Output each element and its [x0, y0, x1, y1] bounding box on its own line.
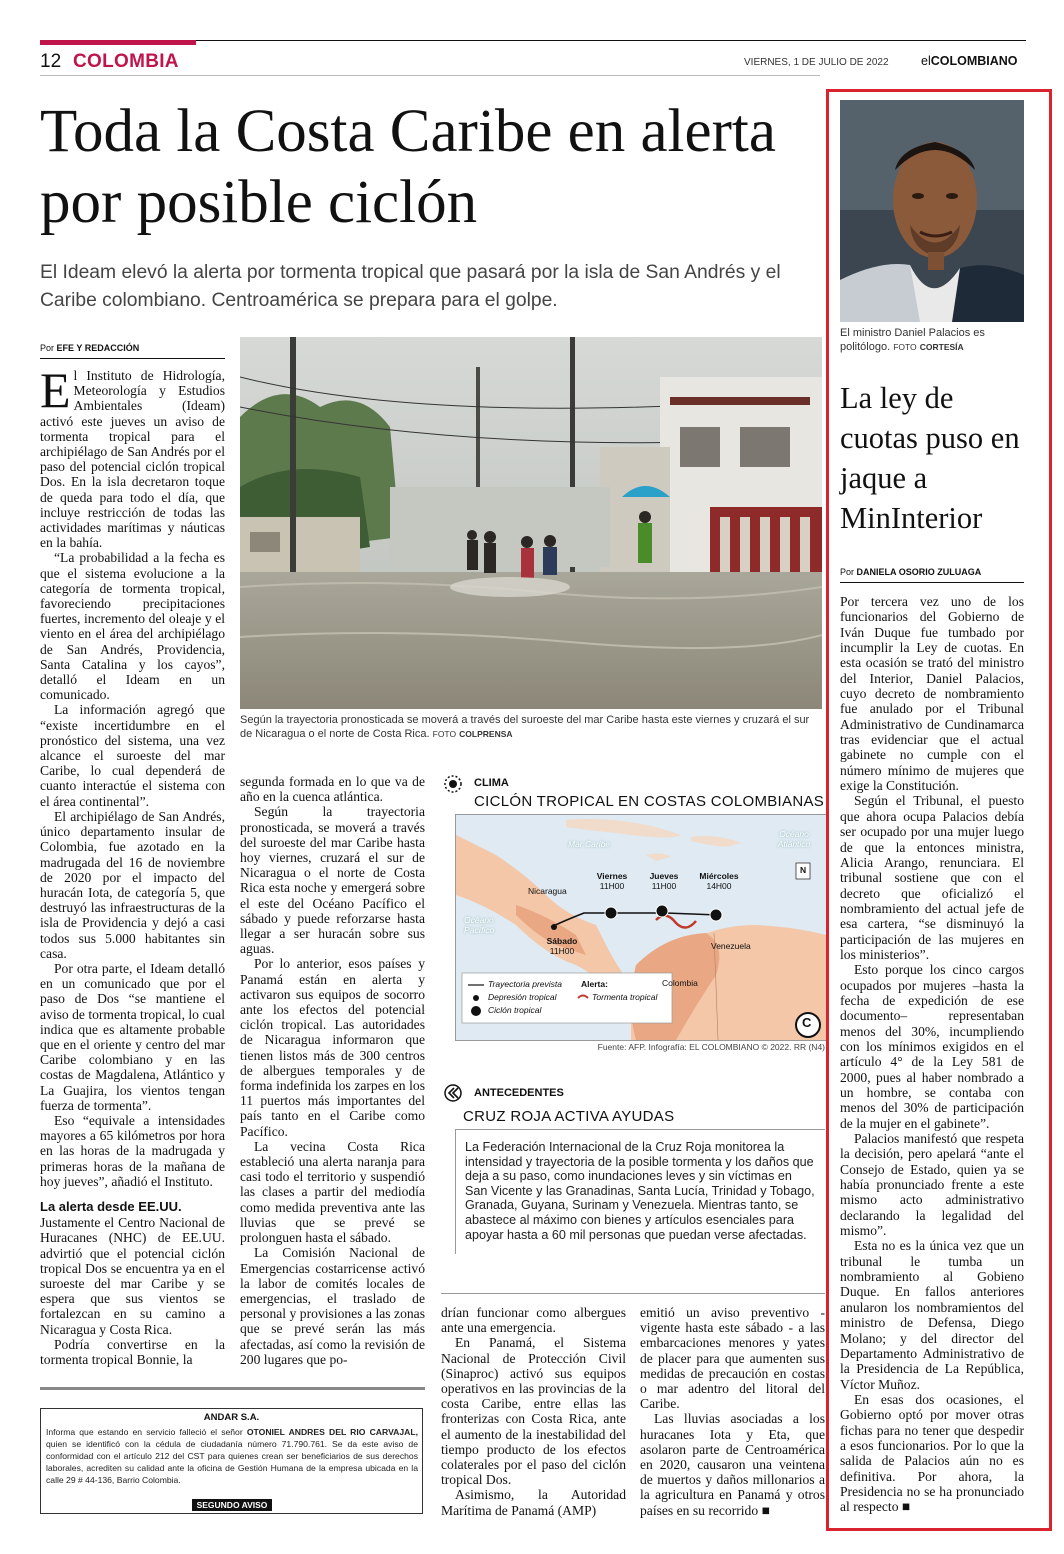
col2-paragraph-5: La Comisión Nacional de Emergencias costarricense activó la labor de comités locales de emergencias, el traslado de personal y provisiones a las zonas que se prevé serán las más afectadas, así como la revisión de 200 lugares que po- — [240, 1245, 425, 1367]
map-label-colombia: Colombia — [662, 978, 698, 988]
sidebar-credit-label: FOTO — [893, 342, 917, 352]
notice-top-rule — [40, 1387, 425, 1390]
main-byline — [40, 343, 139, 353]
issue-date: VIERNES, 1 DE JULIO DE 2022 — [744, 57, 889, 68]
section-tab-bar — [40, 40, 196, 45]
legend-cyclone: Ciclón tropical — [488, 1005, 542, 1015]
track-point-sabado — [551, 924, 557, 930]
col4-paragraph-1: emitió un aviso preventivo - vigente hasta este sábado - a las embarcaciones menores y yates de placer para que aumenten sus medidas de precaución en costas o mar adentro del litoral del Caribe. — [640, 1305, 825, 1412]
sidebar-credit: CORTESÍA — [919, 342, 964, 352]
col2-paragraph-3: Por lo anterior, esos países y Panamá están en alerta y activaron sus equipos de socorro ante los efectos del potencial ciclón tropical. Las autoridades de Nicaragua informaron que tienen listos más de 300 centros de albergues temporales y de forma indefinida los zarpes en los 11 puertos más importantes del país tanto en el Caribe como Pacífico. — [240, 956, 425, 1139]
col4-p2-text: Las lluvias asociadas a los huracanes Iota y Eta, que asolaron parte de Centroamérica en 2020, causaron una veintena de muertos y daños millonarios a la agricultura en Panamá y otros países en su recorrido — [640, 1411, 825, 1518]
dropcap: E — [40, 362, 71, 418]
sidebar-byline-prefix: Por — [840, 567, 855, 577]
photo-credit-label: FOTO — [432, 729, 457, 739]
photo-credit: COLPRENSA — [459, 729, 513, 739]
infographic-logo: C — [802, 1015, 812, 1030]
main-column-4 — [640, 1305, 825, 1518]
track-point-jueves — [656, 905, 668, 917]
sidebar-paragraph-6 — [840, 1392, 1024, 1515]
sidebar-end-mark-icon: ■ — [901, 1499, 911, 1515]
sidebar-byline — [840, 567, 981, 577]
sidebar-body — [840, 594, 1024, 1514]
death-notice-box — [40, 1408, 423, 1514]
track-label-jueves: Jueves 11H00 — [649, 871, 679, 891]
byline-author: EFE Y REDACCIÓN — [56, 343, 140, 353]
col1-paragraph-7: Justamente el Centro Nacional de Huracanes (NHC) de EE.UU. advirtió que el potencial ciclón tropical Dos se encuentra ya en el suroeste del mar Caribe y se espera que sus vientos se fortalezcan en su camino a Nicaragua y Costa Rica. — [40, 1215, 225, 1337]
sidebar-byline-author: DANIELA OSORIO ZULUAGA — [856, 567, 982, 577]
header-bottom-rule — [40, 75, 820, 76]
sidebar-paragraph-4: Palacios manifestó que respeta la decisión, pero apelará “ante el Consejo de Estado, quien ya se había pronunciado frente a este mismo acto administrativo declarando la legalidad del mismo”. — [840, 1131, 1024, 1239]
sidebar-paragraph-5: Esta no es la única vez que un tribunal le tumba un nombramiento al Gobieno Duque. En fallos anteriores anularon los nombramientos del ministro de Defensa, Diego Molano; y del director del Departamento Administrativo de la Presidencia de La República, Víctor Muñoz. — [840, 1238, 1024, 1392]
notice-text — [46, 1426, 418, 1486]
col1-p1-text: l Instituto de Hidrología, Meteorología y Estudios Ambientales (Ideam) activó este jueves un aviso de tormenta tropical para el archipiélago de San Andrés por el paso del potencial ciclón tropical Dos. En la isla decretaron toque de queda para todo el día, que incluye restricción de todas las actividades marítimas y náuticas en la bahía. — [40, 368, 225, 551]
notice-badge: SEGUNDO AVISO — [192, 1499, 272, 1511]
sidebar-paragraph-3: Esto porque los cinco cargos ocupados por mujeres –hasta la fecha de expedición de ese documento– representaban menos del 30%, incumpliendo con los mínimos exigidos en el artículo 4° de la Ley 581 de 2000, pues al haber nombrado a un hombre, se contaba con menos del 30% de participación de la mujer en el gabinete”. — [840, 962, 1024, 1131]
col1-paragraph-1 — [40, 362, 225, 551]
byline-rule — [40, 358, 225, 359]
brand-logo — [921, 54, 1018, 68]
antecedentes-label: ANTECEDENTES — [474, 1087, 564, 1099]
end-mark-icon: ■ — [761, 1502, 770, 1518]
notice-text-before: Informa que estando en servicio falleció el señor — [46, 1427, 243, 1437]
legend-depression: Depresión tropical — [488, 992, 557, 1002]
clima-source: Fuente: AFP. Infografía: EL COLOMBIANO © 2022. RR (N4) — [597, 1042, 825, 1052]
main-column-1 — [40, 362, 225, 1373]
clima-title: CICLÓN TROPICAL EN COSTAS COLOMBIANAS — [474, 793, 825, 810]
sidebar-paragraph-2: Según el Tribunal, el puesto que ahora ocupa Palacios debía ser ocupado por una mujer luego de que la entonces ministra, Alicia Arango, renunciara. El tribunal sostiene que con el decreto que oficializó el nombramiento del actual jefe de esa cartera, “se disminuyó la participación de las mujeres en los ministerios”. — [840, 793, 1024, 962]
col2-paragraph-1: segunda formada en lo que va de año en la cuenca atlántica. — [240, 774, 425, 805]
sidebar-photo-caption — [840, 326, 1024, 354]
map-label-nicaragua: Nicaragua — [528, 886, 567, 896]
map-north-label: N — [800, 865, 807, 875]
flood-street-illustration — [240, 337, 822, 709]
track-point-viernes — [605, 907, 617, 919]
main-photo-caption — [240, 713, 822, 741]
col1-paragraph-2: “La probabilidad a la fecha es que el sistema evolucione a la categoría de tormenta tropical, favoreciendo precipitaciones fuertes, incremento del oleaje y el viento en el área del archipiélago de San Andrés, Providencia, Santa Catalina y los cayos”, detalló el Ideam en un comunicado. — [40, 550, 225, 703]
legend-alert: Alerta: — [581, 979, 608, 989]
sidebar-byline-rule — [840, 582, 1024, 583]
sidebar-photo — [840, 100, 1024, 322]
map-label-oceano-pacifico: Océano Pacífico — [464, 915, 495, 935]
col3-paragraph-2: En Panamá, el Sistema Nacional de Protección Civil (Sinaproc) activó sus equipos operativos en las provincias de la costa Caribe, entre ellas las fronterizas con Costa Rica, ante el aumento de la inestabilidad del tiempo producto de los efectos colaterales por el paso del ciclón tropical Dos. — [441, 1335, 626, 1488]
col1-paragraph-6: Eso “equivale a intensidades mayores a 65 kilómetros por hora en las horas de la madrugada y primeras horas de la mañana de hoy jueves”, añadió el Instituto. — [40, 1112, 225, 1189]
sidebar-paragraph-1: Por tercera vez uno de los funcionarios del Gobierno de Iván Duque fue tumbado por incumplir la Ley de cuotas. En esta ocasión se trató del ministro del Interior, Daniel Palacios, cuyo decreto de nombramiento fue anulado por el Tribunal Administrativo de Cundinamarca tras evidenciar que el actual gabinete no cumple con el número mínimo de mujeres que exige la Constitución. — [840, 594, 1024, 794]
notice-name: OTONIEL ANDRES DEL RIO CARVAJAL, — [246, 1427, 418, 1437]
clima-label: CLIMA — [474, 777, 509, 789]
track-label-viernes: Viernes 11H00 — [596, 871, 628, 891]
col4-paragraph-2 — [640, 1411, 825, 1517]
section-label: COLOMBIA — [73, 51, 179, 72]
col1-paragraph-5: Por otra parte, el Ideam detalló en un comunicado que por el paso de Dos “se mantiene el aviso de tormenta tropical, lo cual indica que es altamente probable que en el oriente y centro del mar Caribe colombiano y en las costas de Magdalena, Atlántico y La Guajira, los vientos tengan fuerza de tormenta”. — [40, 960, 225, 1113]
page-number: 12 — [40, 51, 62, 72]
clima-map — [455, 814, 827, 1041]
main-headline: Toda la Costa Caribe en alerta por posible ciclón — [40, 98, 776, 236]
antecedentes-icon — [444, 1084, 462, 1102]
byline-prefix: Por — [40, 343, 55, 353]
legend-trajectory: Trayectoria prevista — [488, 979, 563, 989]
sidebar-p6-text: En esas dos ocasiones, el Gobierno optó por mover otras fichas para no tener que despedir a esos funcionarios. Por lo que la salida de Palacios aún no es definitiva. Por ahora, la Presidencia no se ha pronunciado al respecto — [840, 1391, 1024, 1515]
notice-title: ANDAR S.A. — [203, 1412, 260, 1423]
minister-portrait — [840, 100, 1024, 322]
col3-paragraph-3: Asimismo, la Autoridad Marítima de Panamá (AMP) — [441, 1487, 626, 1518]
clima-box — [441, 770, 825, 1055]
track-label-miercoles: Miércoles 14H00 — [699, 871, 739, 891]
header-rule — [196, 40, 1026, 41]
notice-text-after: quien se identificó con la cédula de ciudadanía número 71.790.761. Se da este aviso de conformidad con el artículo 212 del CST para quienes crean ser beneficiarios de sus derechos laborales, acrediten su calidad ante la oficina de Gestión Humana de la empresa ubicada en la calle 29 # 44-136, Barrio Colombia. — [46, 1439, 418, 1486]
brand-name: COLOMBIANO — [930, 54, 1018, 68]
track-label-sabado: Sábado 11H00 — [546, 936, 578, 956]
col1-paragraph-4: El archipiélago de San Andrés, único departamento insular de Colombia, fue azotado en la madrugada del 16 de noviembre de 2020 por el impacto del huracán Iota, de categoría 5, que destruyó las infraestructuras de la isla de Providencia y dejó a casi todos sus 5.000 habitantes sin casa. — [40, 808, 225, 961]
map-label-mar-caribe: Mar Caribe — [568, 839, 611, 849]
col1-paragraph-8: Podría convertirse en la tormenta tropical Bonnie, la — [40, 1336, 225, 1367]
col2-paragraph-2: Según la trayectoria pronosticada, se moverá a través del suroeste del mar Caribe hasta hoy viernes, cruzará el sur de Nicaragua o el norte de Costa Rica esta noche y emergerá sobre el este del Océano Pacífico el sábado y puede reforzarse hasta llegar a ser huracán sobre sus aguas. — [240, 804, 425, 957]
main-column-2 — [240, 774, 425, 1374]
col2-paragraph-4: La vecina Costa Rica estableció una alerta naranja para casi todo el territorio y suspendió las clases a partir del mediodía como medida preventiva ante las lluvias que se prevé se prolonguen hasta el sábado. — [240, 1138, 425, 1246]
antecedentes-box — [441, 1080, 825, 1290]
map-label-venezuela: Venezuela — [711, 941, 751, 951]
map-label-oceano-atlantico: Océano Atlántico — [777, 829, 811, 849]
clima-icon — [444, 775, 462, 793]
main-column-3 — [441, 1305, 626, 1518]
antecedentes-title: CRUZ ROJA ACTIVA AYUDAS — [463, 1108, 675, 1125]
col1-paragraph-3: La información agregó que “existe incertidumbre en el pronóstico del sistema, una vez alcance el suroeste del mar Caribe, lo cual dependerá de cuanto interactúe el sistema con el área continental”. — [40, 702, 225, 809]
legend-storm: Tormenta tropical — [592, 992, 658, 1002]
photo-caption-text: Según la trayectoria pronosticada se moverá a través del suroeste del mar Caribe hasta este viernes y cruzará el sur de Nicaragua o el norte de Costa Rica. — [240, 714, 810, 740]
sidebar-headline: La ley de cuotas puso en jaque a MinInterior — [840, 381, 1020, 535]
main-deck: El Ideam elevó la alerta por tormenta tropical que pasará por la isla de San Andrés y el Caribe colombiano. Centroamérica se prepara para el golpe. — [40, 262, 781, 311]
brand-prefix: el — [921, 54, 931, 68]
sidebar-caption-text: El ministro Daniel Palacios es politólogo. — [840, 327, 985, 353]
track-point-miercoles — [710, 909, 722, 921]
col1-subhead: La alerta desde EE.UU. — [40, 1198, 182, 1214]
main-photo — [240, 337, 822, 709]
col3-paragraph-1: drían funcionar como albergues ante una emergencia. — [441, 1305, 626, 1336]
antecedentes-bottom-rule — [441, 1293, 825, 1294]
antecedentes-body: La Federación Internacional de la Cruz Roja monitorea la intensidad y trayectoria de la posible tormenta y los daños que deja a su paso, como inundaciones leves y sin víctimas en San Vicente y las Granadinas, Santa Lucía, Trinidad y Tobago, Granada, Guyana, Surinam y Venezuela. Mientras tanto, se abastece al máximo con bienes y artículos esenciales para apoyar hasta a 60 mil personas que puedan verse afectadas. — [465, 1140, 815, 1242]
